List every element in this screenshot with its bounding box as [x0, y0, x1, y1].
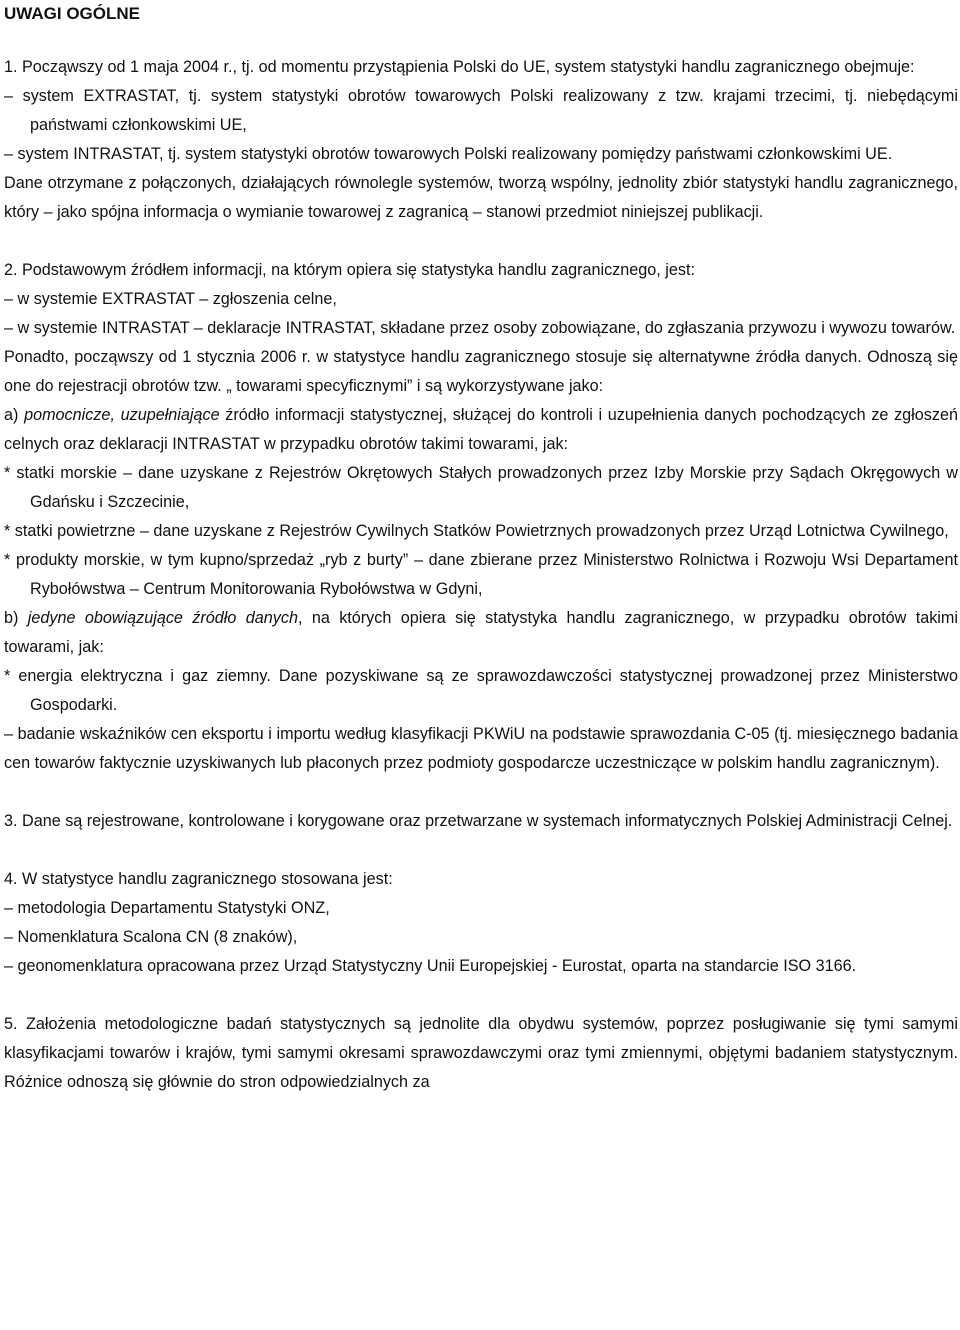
point-a-prefix: a): [4, 406, 25, 424]
section-1-intro: 1. Począwszy od 1 maja 2004 r., tj. od momentu przystąpienia Polski do UE, system statystyki handlu zagranicznego obejmuje:: [4, 58, 915, 76]
spacer: [4, 836, 958, 865]
section-1-summary: Dane otrzymane z połączonych, działających równolegle systemów, tworzą wspólny, jednolity zbiór statystyki handlu zagranicznego, który – jako spójna informacja o wymianie towarowej z zagranicą – stanowi przedmiot niniejszej publikacji.: [4, 174, 958, 221]
section-2-point-a: [4, 401, 958, 459]
point-b-prefix: b): [4, 609, 28, 627]
section-2-intro: 2. Podstawowym źródłem informacji, na którym opiera się statystyka handlu zagranicznego, jest:: [4, 261, 695, 279]
spacer: [4, 778, 958, 807]
spacer: [4, 28, 958, 53]
document-page: [4, 0, 958, 1097]
section-4-intro: 4. W statystyce handlu zagranicznego stosowana jest:: [4, 870, 393, 888]
section-2-item-intrastat: – w systemie INTRASTAT – deklaracje INTRASTAT, składane przez osoby zobowiązane, do zgłaszania przywozu i wywozu towarów.: [4, 319, 956, 337]
section-2-b-dash-badanie: – badanie wskaźników cen eksportu i importu według klasyfikacji PKWiU na podstawie sprawozdania C-05 (tj. miesięcznego badania cen towarów faktycznie uzyskiwanych lub płaconych przez podmioty gospodarcze uczestniczące w polskim handlu zagranicznym).: [4, 725, 958, 772]
section-5: [4, 1010, 958, 1097]
section-2-b-star-energia: * energia elektryczna i gaz ziemny. Dane pozyskiwane są ze sprawozdawczości statystycznej prowadzonej przez Ministerstwo Gospodarki.: [4, 667, 958, 714]
section-2-point-b: [4, 604, 958, 662]
section-2-a-star-produkty-morskie: * produkty morskie, w tym kupno/sprzedaż „ryb z burty” – dane zbierane przez Ministerstwo Rolnictwa i Rozwoju Wsi Departament Rybołówstwa – Centrum Monitorowania Rybołówstwa w Gdyni,: [4, 551, 958, 598]
section-2: [4, 256, 958, 778]
point-b-rest: , na których opiera się statystyka handlu zagranicznego, w przypadku obrotów takimi towarami, jak:: [4, 609, 958, 656]
section-1-item-intrastat: – system INTRASTAT, tj. system statystyki obrotów towarowych Polski realizowany pomiędzy państwami członkowskimi UE.: [4, 145, 893, 163]
spacer: [4, 981, 958, 1010]
spacer: [4, 227, 958, 256]
section-1-item-extrastat: – system EXTRASTAT, tj. system statystyki obrotów towarowych Polski realizowany z tzw. krajami trzecimi, tj. niebędącymi państwami członkowskimi UE,: [4, 87, 958, 134]
section-2-a-star-statki-morskie: * statki morskie – dane uzyskane z Rejestrów Okrętowych Stałych prowadzonych przez Izby Morskie przy Sądach Okręgowych w Gdańsku i Szczecinie,: [4, 464, 958, 511]
section-2-item-extrastat: – w systemie EXTRASTAT – zgłoszenia celne,: [4, 290, 337, 308]
section-2-a-star-statki-powietrzne: * statki powietrzne – dane uzyskane z Rejestrów Cywilnych Statków Powietrznych prowadzonych przez Urząd Lotnictwa Cywilnego,: [4, 522, 949, 540]
section-3-text: 3. Dane są rejestrowane, kontrolowane i korygowane oraz przetwarzane w systemach informatycznych Polskiej Administracji Celnej.: [4, 812, 953, 830]
section-1: [4, 53, 958, 227]
section-4: [4, 865, 958, 981]
point-a-rest: źródło informacji statystycznej, służącej do kontroli i uzupełnienia danych pochodzących ze zgłoszeń celnych oraz deklaracji INTRASTAT w przypadku obrotów takimi towarami, jak:: [4, 406, 958, 453]
section-4-item-metodologia: – metodologia Departamentu Statystyki ONZ,: [4, 899, 330, 917]
section-2-ponadto: Ponadto, począwszy od 1 stycznia 2006 r. w statystyce handlu zagranicznego stosuje się alternatywne źródła danych. Odnoszą się one do rejestracji obrotów tzw. „ towarami specyficznymi” i są wykorzystywane jako:: [4, 348, 958, 395]
point-a-italic: pomocnicze, uzupełniające: [24, 406, 220, 424]
section-5-text: 5. Założenia metodologiczne badań statystycznych są jednolite dla obydwu systemów, poprzez posługiwanie się tymi samymi klasyfikacjami towarów i krajów, tymi samymi okresami sprawozdawczymi oraz tymi zmiennymi, objętymi badaniem statystycznym. Różnice odnoszą się głównie do stron odpowiedzialnych za: [4, 1015, 958, 1091]
document-title: UWAGI OGÓLNE: [4, 4, 140, 23]
point-b-italic: jedyne obowiązujące źródło danych: [27, 609, 298, 627]
section-3: [4, 807, 958, 836]
section-4-item-nomenklatura: – Nomenklatura Scalona CN (8 znaków),: [4, 928, 298, 946]
section-4-item-geonomenklatura: – geonomenklatura opracowana przez Urząd Statystyczny Unii Europejskiej - Eurostat, oparta na standarcie ISO 3166.: [4, 957, 857, 975]
